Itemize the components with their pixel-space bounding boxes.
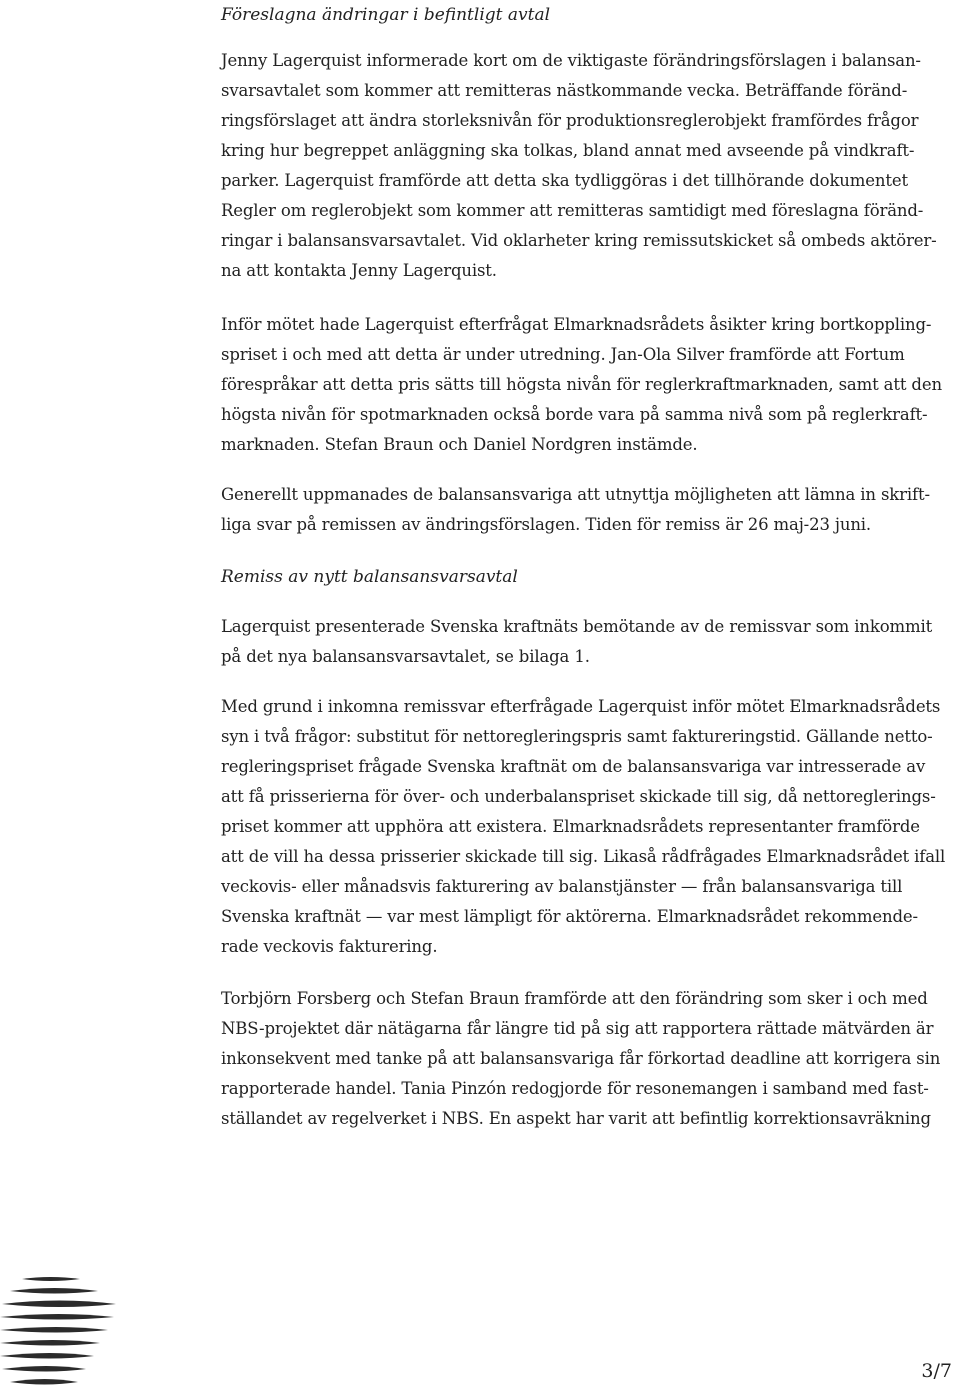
- text-line: kring hur begreppet anläggning ska tolkas, bland annat med avseende på vindkraft-: [221, 141, 915, 160]
- text-line: rade veckovis fakturering.: [221, 937, 438, 956]
- text-line: högsta nivån för spotmarknaden också borde vara på samma nivå som på reglerkraft-: [221, 405, 928, 424]
- text-line: Generellt uppmanades de balansansvariga att utnyttja möjligheten att lämna in skrift-: [221, 485, 930, 504]
- paragraph: [221, 692, 945, 962]
- text-line: ringsförslaget att ändra storleksnivån för produktionsreglerobjekt framfördes frågor: [221, 111, 919, 130]
- text-line: rapporterade handel. Tania Pinzón redogjorde för resonemangen i samband med fast-: [221, 1079, 929, 1098]
- text-line: NBS-projektet där nätägarna får längre tid på sig att rapportera rättade mätvärden är: [221, 1019, 934, 1038]
- paragraph: [221, 310, 942, 460]
- text-line: veckovis- eller månadsvis fakturering av balanstjänster — från balansansvariga till: [221, 877, 903, 896]
- text-line: svarsavtalet som kommer att remitteras nästkommande vecka. Beträffande föränd-: [221, 81, 908, 100]
- text-line: Med grund i inkomna remissvar efterfrågade Lagerquist inför mötet Elmarknadsrådets: [221, 697, 941, 716]
- text-line: inkonsekvent med tanke på att balansansvariga får förkortad deadline att korrigera sin: [221, 1049, 941, 1068]
- section-heading: Föreslagna ändringar i befintligt avtal: [221, 5, 551, 25]
- text-line: att få prisserierna för över- och underbalanspriset skickade till sig, då nettoreglerings-: [221, 787, 936, 806]
- paragraph: [221, 46, 937, 286]
- text-line: på det nya balansansvarsavtalet, se bilaga 1.: [221, 647, 590, 666]
- paragraph: [221, 612, 932, 672]
- text-line: förespråkar att detta pris sätts till högsta nivån för reglerkraftmarknaden, samt att den: [221, 375, 942, 394]
- text-line: Jenny Lagerquist informerade kort om de viktigaste förändringsförslagen i balansan-: [221, 51, 921, 70]
- section-proposed-changes: [221, 0, 957, 30]
- paragraph: [221, 480, 930, 540]
- text-line: att de vill ha dessa prisserier skickade till sig. Likaså rådfrågades Elmarknadsrådet ifall: [221, 847, 946, 866]
- text-line: syn i två frågor: substitut för nettoregleringspris samt faktureringstid. Gällande netto-: [221, 727, 933, 746]
- text-line: regleringspriset frågade Svenska kraftnät om de balansansvariga var intresserade av: [221, 757, 926, 776]
- page-number: 3/7: [921, 1360, 952, 1382]
- section-new-agreement-referral: [221, 562, 957, 592]
- text-line: Svenska kraftnät — var mest lämpligt för aktörerna. Elmarknadsrådet rekommende-: [221, 907, 918, 926]
- paragraph: [221, 984, 940, 1134]
- text-line: Regler om reglerobjekt som kommer att remitteras samtidigt med föreslagna föränd-: [221, 201, 924, 220]
- text-line: ringar i balansansvarsavtalet. Vid oklarheter kring remissutskicket så ombeds aktörer-: [221, 231, 937, 250]
- text-line: parker. Lagerquist framförde att detta ska tydliggöras i det tillhörande dokumentet: [221, 171, 908, 190]
- text-line: Inför mötet hade Lagerquist efterfrågat Elmarknadsrådets åsikter kring bortkoppling-: [221, 315, 932, 334]
- striped-globe-logo-icon: [0, 1276, 124, 1390]
- text-line: ställandet av regelverket i NBS. En aspekt har varit att befintlig korrektionsavräkning: [221, 1109, 931, 1128]
- text-line: liga svar på remissen av ändringsförslagen. Tiden för remiss är 26 maj-23 juni.: [221, 515, 872, 534]
- text-line: Lagerquist presenterade Svenska kraftnäts bemötande av de remissvar som inkommit: [221, 617, 933, 636]
- text-line: priset kommer att upphöra att existera. Elmarknadsrådets representanter framförde: [221, 817, 920, 836]
- text-line: marknaden. Stefan Braun och Daniel Nordgren instämde.: [221, 435, 698, 454]
- section-heading: Remiss av nytt balansansvarsavtal: [221, 567, 518, 587]
- text-line: spriset i och med att detta är under utredning. Jan-Ola Silver framförde att Fortum: [221, 345, 905, 364]
- text-line: Torbjörn Forsberg och Stefan Braun framförde att den förändring som sker i och med: [221, 989, 928, 1008]
- text-line: na att kontakta Jenny Lagerquist.: [221, 261, 497, 280]
